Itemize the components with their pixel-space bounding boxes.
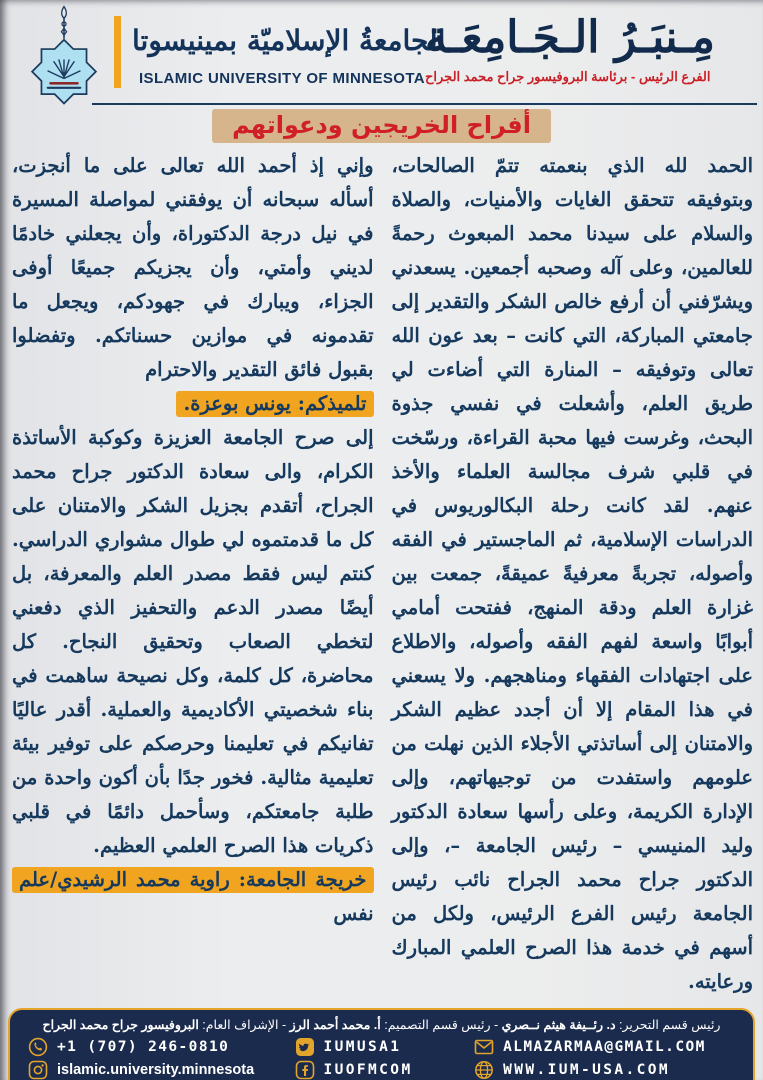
column-right bbox=[392, 149, 754, 1000]
website-url: WWW.IUM-USA.COM bbox=[503, 1062, 671, 1078]
signature-rawya bbox=[12, 863, 374, 931]
masthead-subtitle: الفرع الرئيس - برئاسة البروفيسور جراح محمد الجراح bbox=[425, 69, 711, 84]
phone-contact bbox=[28, 1037, 285, 1057]
email-contact bbox=[474, 1037, 735, 1057]
twitter-handle: IUMUSA1 bbox=[323, 1039, 402, 1055]
instagram-handle: islamic.university.minnesota bbox=[57, 1062, 255, 1078]
phone-number: +1 (707) 246-0810 bbox=[57, 1039, 230, 1055]
university-logo bbox=[12, 4, 116, 108]
article-title-row bbox=[0, 109, 763, 143]
footer bbox=[8, 1008, 755, 1080]
credits-line bbox=[10, 1010, 753, 1032]
signature-highlight: تلميذكم: يونس بوعزة. bbox=[176, 391, 373, 417]
university-name-english: ISLAMIC UNIVERSITY OF MINNESOTA bbox=[138, 70, 426, 87]
contact-grid bbox=[10, 1032, 753, 1080]
globe-icon bbox=[474, 1060, 494, 1080]
column-left bbox=[12, 149, 374, 1000]
twitter-contact bbox=[295, 1037, 465, 1057]
masthead-title: مِـنبَـرُ الـجَـامِعَـة bbox=[425, 12, 715, 63]
credits-separator: - bbox=[278, 1018, 290, 1032]
article-body bbox=[12, 149, 753, 1000]
paragraph-dua: وإني إذ أحمد الله تعالى على ما أنجزت، أسأله سبحانه أن يوفقني لمواصلة المسيرة في نيل درجة الدكتوراة، وأن يجعلني خادمًا لديني وأمتي، وأن يجزيكم جميعًا أوفى الجزاء، ويبارك في جهودكم، ويجعل ما تقدمونه في موازين حسناتكم. وتفضلوا بقبول فائق التقدير والاحترام bbox=[12, 154, 374, 381]
credits-label-supervision: الإشراف العام: bbox=[198, 1018, 279, 1032]
instagram-contact bbox=[28, 1060, 285, 1080]
university-name-block bbox=[132, 12, 446, 87]
university-name-arabic: الجامعةُ الإسلاميّة بمينيسوتا bbox=[132, 24, 446, 57]
article-title: أفراح الخريجين ودعواتهم bbox=[212, 109, 551, 143]
signature-younes bbox=[12, 387, 374, 421]
gold-divider-bar bbox=[114, 16, 121, 88]
masthead bbox=[425, 8, 755, 85]
credits-name-supervision: البروفيسور جراح محمد الجراح bbox=[42, 1018, 199, 1032]
header-divider bbox=[92, 103, 757, 105]
paragraph-thanks: الحمد لله الذي بنعمته تتمّ الصالحات، وبتوفيقه تتحقق الغايات والأمنيات، والصلاة والسلام على سيدنا محمد المبعوث رحمةً للعالمين، وعلى آله وصحبه أجمعين. يسعدني ويشرّفني أن أرفع خالص الشكر والتقدير إلى جامعتي المباركة، التي كانت – بعد عون الله تعالى وتوفيقه – المنارة التي أضاءت لي طريق العلم، وأشعلت في نفسي جذوة البحث، وغرست فيها محبة القراءة، ورسّخت في قلبي شرف مجالسة العلماء والأخذ عنهم. لقد كانت رحلة البكالوريوس في الدراسات الإسلامية، ثم الماجستير في الفقه وأصوله، تجربةً معرفيةً عميقةً، جمعت بين غزارة العلم ودقة المنهج، ففتحت أمامي أبوابًا واسعة لفهم الفقه وأصوله، والاطلاع على اجتهادات الفقهاء ومناهجهم. ولا يسعني في هذا المقام إلا أن أجدد عظيم الشكر والامتنان إلى أساتذتي الأجلاء الذين نهلت من علومهم واستفدت من توجيهاتهم، وإلى الإدارة الكريمة، وعلى رأسها سعادة الدكتور وليد المنيسي – رئيس الجامعة –، وإلى الدكتور جراح محمد الجراح نائب رئيس الجامعة رئيس الفرع الرئيس، ولكل من أسهم في خدمة هذا الصرح العلمي المبارك ورعايته. bbox=[391, 154, 753, 993]
credits-separator: - bbox=[490, 1018, 502, 1032]
website-contact bbox=[474, 1060, 735, 1080]
email-address: ALMAZARMAA@GMAIL.COM bbox=[503, 1039, 706, 1055]
facebook-handle: IUOFMCOM bbox=[323, 1062, 413, 1078]
twitter-icon bbox=[295, 1037, 315, 1057]
instagram-icon bbox=[28, 1060, 48, 1080]
facebook-contact bbox=[295, 1060, 465, 1080]
whatsapp-icon bbox=[28, 1037, 48, 1057]
credits-label-editor: رئيس قسم التحرير: bbox=[615, 1018, 721, 1032]
eight-point-star-logo-icon bbox=[12, 4, 116, 108]
facebook-icon bbox=[295, 1060, 315, 1080]
signature-highlight: خريجة الجامعة: راوية محمد الرشيدي/علم bbox=[12, 867, 374, 893]
signature-rest: نفس bbox=[333, 902, 374, 925]
email-icon bbox=[474, 1037, 494, 1057]
credits-name-editor: د. رئــيفة هيثم نــصري bbox=[501, 1018, 616, 1032]
credits-label-design: رئيس قسم التصميم: bbox=[380, 1018, 491, 1032]
credits-name-design: أ. محمد أحمد الرز bbox=[289, 1018, 381, 1032]
paragraph-gratitude: إلى صرح الجامعة العزيزة وكوكبة الأساتذة الكرام، والى سعادة الدكتور جراح محمد الجراح، أتقدم بجزيل الشكر والامتنان على كل ما قدمتموه لي طوال مشواري الدراسي. كنتم ليس فقط مصدر العلم والمعرفة، بل أيضًا مصدر الدعم والتحفيز الذي دفعني لتخطي الصعاب وتحقيق النجاح. كل محاضرة، كل كلمة، وكل نصيحة ساهمت في بناء شخصيتي الأكاديمية والعملية. أقدر عاليًا تفانيكم في تعليمنا وحرصكم على توفير بيئة تعليمية مثالية. فخور جدًا بأن أكون واحدة من طلبة جامعتكم، وسأحمل دائمًا في قلبي ذكريات هذا الصرح العلمي العظيم. bbox=[12, 426, 374, 857]
